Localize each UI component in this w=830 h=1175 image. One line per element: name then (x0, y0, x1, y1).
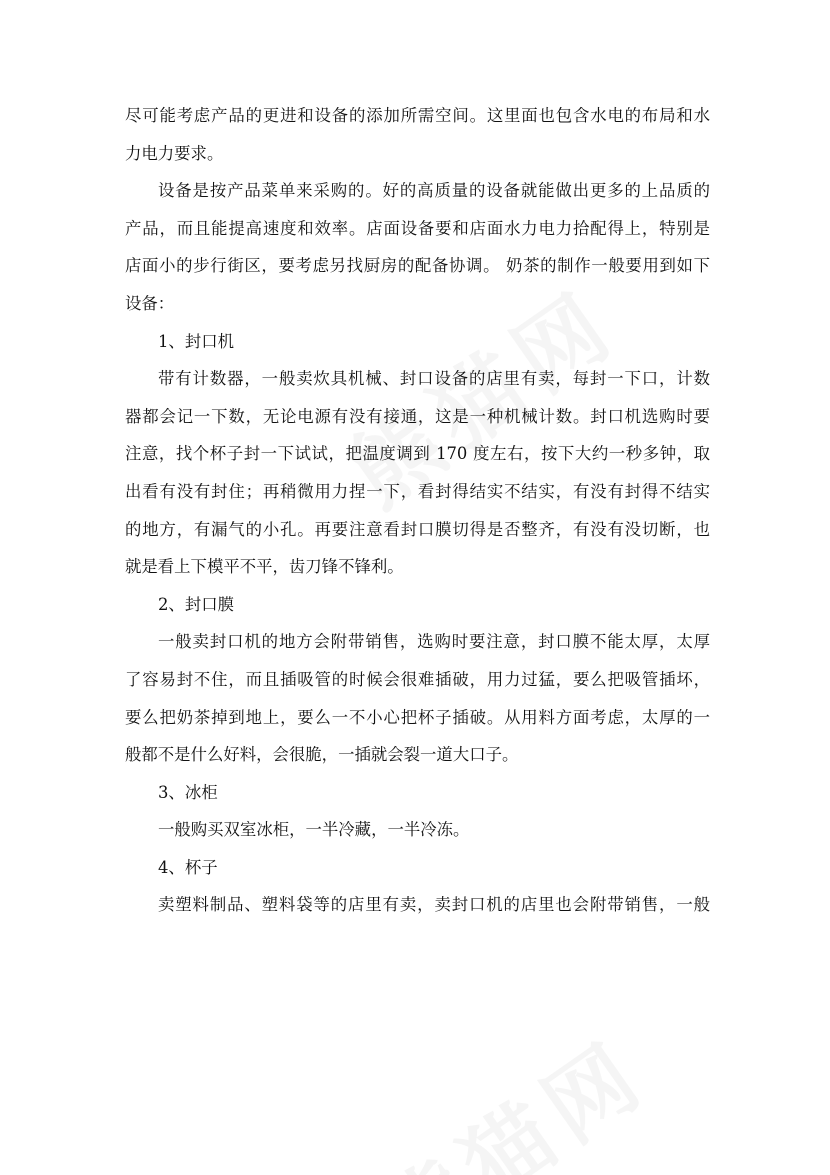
section-heading: 3、冰柜 (158, 782, 218, 802)
text-line: 尽可能考虑产品的更进和设备的添加所需空间。这里面也包含水电的布局和水 (125, 106, 710, 125)
text-line: 注意，找个杯子封一下试试，把温度调到 170 度左右，按下大约一秒多钟，取 (125, 444, 710, 464)
section-heading: 2、封口膜 (158, 594, 234, 614)
text-line: 器都会记一下数，无论电源有没有接通，这是一种机械计数。封口机选购时要 (125, 406, 710, 426)
text-line: 力电力要求。 (125, 143, 224, 163)
text-line: 的地方，有漏气的小孔。再要注意看封口膜切得是否整齐，有没有没切断，也 (125, 519, 710, 539)
text-line: 设备是按产品菜单来采购的。好的高质量的设备就能做出更多的上品质的 (158, 181, 710, 201)
text-line: 产品，而且能提高速度和效率。店面设备要和店面水力电力拾配得上，特别是 (125, 218, 710, 238)
text-line: 要么把奶茶掉到地上，要么一不小心把杯子插破。从用料方面考虑，太厚的一 (125, 707, 710, 727)
text-line: 一般购买双室冰柜，一半冷藏，一半冷冻。 (158, 820, 470, 840)
text-line: 店面小的步行街区，要考虑另找厨房的配备协调。 奶茶的制作一般要用到如下 (125, 256, 710, 276)
text-line: 了容易封不住，而且插吸管的时候会很难插破，用力过猛，要么把吸管插坏， (125, 669, 710, 689)
section-heading: 4、杯子 (158, 857, 218, 877)
text-line: 设备： (125, 293, 175, 313)
text-line: 出看有没有封住；再稍微用力捏一下，看封得结实不结实，有没有封得不结实 (125, 481, 710, 501)
section-heading: 1、封口机 (158, 331, 234, 351)
text-line: 就是看上下模平不平，齿刀锋不锋利。 (125, 557, 404, 577)
text-line: 卖塑料制品、塑料袋等的店里有卖，卖封口机的店里也会附带销售，一般 (158, 895, 710, 915)
text-line: 带有计数器，一般卖炊具机械、封口设备的店里有卖，每封一下口，计数 (158, 369, 710, 389)
text-line: 般都不是什么好料，会很脆，一插就会裂一道大口子。 (125, 745, 519, 765)
watermark-bottom (351, 1005, 669, 1175)
document-body (125, 97, 710, 924)
text-line: 一般卖封口机的地方会附带销售，选购时要注意，封口膜不能太厚，太厚 (158, 632, 710, 652)
